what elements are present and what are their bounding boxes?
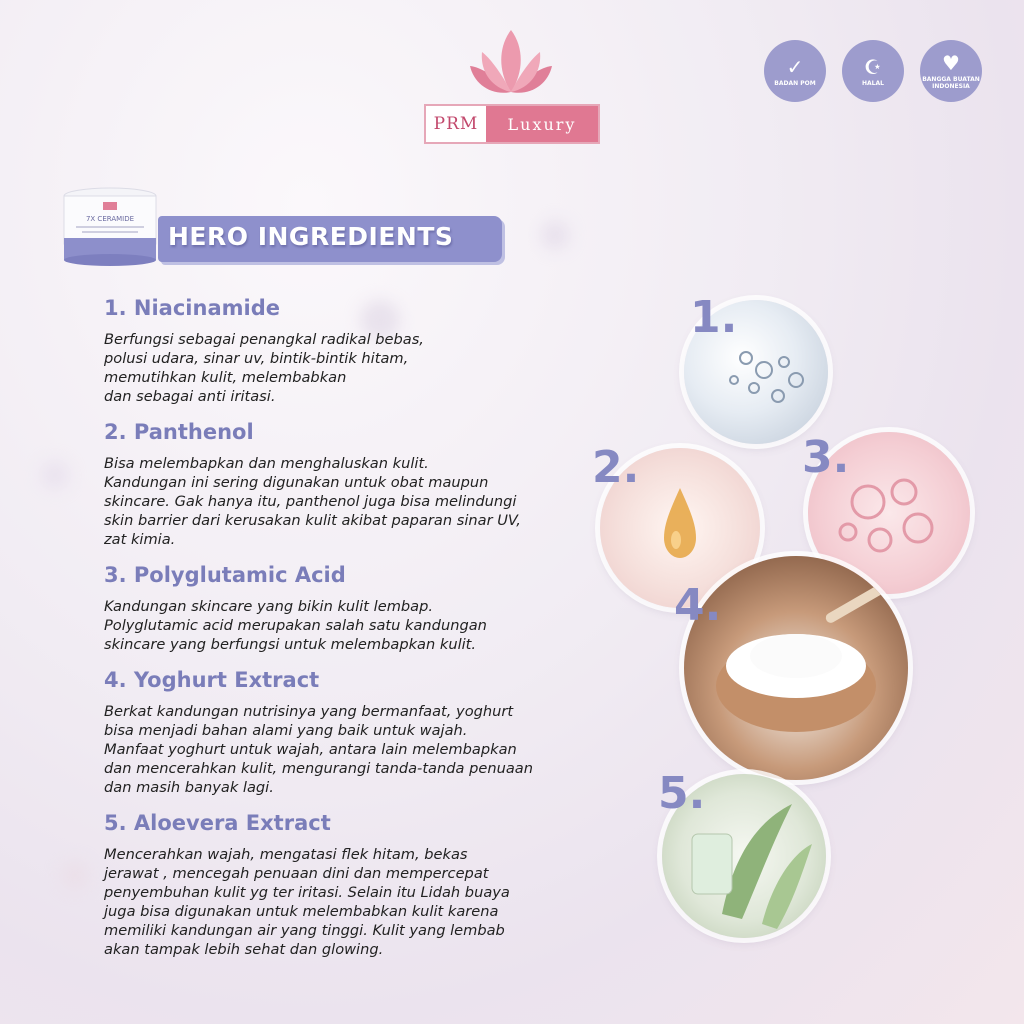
ingredient-desc: Berkat kandungan nutrisinya yang bermanfaat, yoghurt bisa menjadi bahan alami yang baik untuk wajah. Manfaat yoghurt untuk wajah, antara lain melembapkan dan mencerahkan kulit, mengurangi tanda-tanda penuaan dan masih banyak lagi. [104,703,533,796]
section-title-ribbon [158,216,502,262]
ingredient-title: 2. Panthenol [104,420,254,444]
brand-logo [424,22,600,144]
ingredient-list [104,296,604,973]
brand-prm: PRM [433,114,479,134]
badge-label: BANGGA BUATAN INDONESIA [922,76,980,90]
number-5: 5. [658,768,706,819]
ingredient-desc: Berfungsi sebagai penangkal radikal bebas, polusi udara, sinar uv, bintik-bintik hitam, memutihkan kulit, melembabkan dan sebagai anti iritasi. [104,331,424,405]
ingredient-item [104,668,604,797]
number-1: 1. [690,292,738,343]
brand-luxury: Luxury [486,106,598,142]
section-title: HERO INGREDIENTS [168,222,454,251]
badge-label: BADAN POM [774,79,816,87]
bokeh [60,860,90,890]
halal-icon: ☪ [864,54,882,79]
halal-badge [842,40,904,102]
number-2: 2. [592,442,640,493]
ingredient-item [104,811,604,959]
bangga-buatan-indonesia-badge [920,40,982,102]
badge-label: HALAL [862,79,884,87]
heart-icon: ♥ [942,51,960,75]
ingredient-title: 5. Aloevera Extract [104,811,331,835]
bokeh [540,220,570,250]
ingredient-item [104,563,604,654]
ingredient-desc: Bisa melembapkan dan menghaluskan kulit. Kandungan ini sering digunakan untuk obat maupun skincare. Gak hanya itu, panthenol juga bisa melindungi skin barrier dari kerusakan kulit akibat paparan sinar UV, zat kimia. [104,455,521,548]
badan-pom-badge [764,40,826,102]
bokeh [40,460,70,490]
number-3: 3. [802,432,850,483]
badan-pom-icon: ✓ [786,54,804,79]
number-4: 4. [674,580,722,631]
ingredient-item [104,420,604,549]
ingredient-title: 4. Yoghurt Extract [104,668,320,692]
ingredient-title: 1. Niacinamide [104,296,280,320]
ingredient-desc: Mencerahkan wajah, mengatasi flek hitam, bekas jerawat , mencegah penuaan dini dan mempercepat penyembuhan kulit yg ter iritasi. Selain itu Lidah buaya juga bisa digunakan untuk melembabkan kulit karena memiliki kandungan air yang tinggi. Kulit yang lembab akan tampak lebih sehat dan glowing. [104,846,510,958]
product-jar [58,186,162,266]
ingredient-item [104,296,604,406]
product-name: 7X CERAMIDE [85,215,135,223]
lotus-icon [466,22,556,112]
ingredient-desc: Kandungan skincare yang bikin kulit lembap. Polyglutamic acid merupakan salah satu kandungan skincare yang berfungsi untuk melembapkan kulit. [104,598,487,653]
ingredient-title: 3. Polyglutamic Acid [104,563,346,587]
